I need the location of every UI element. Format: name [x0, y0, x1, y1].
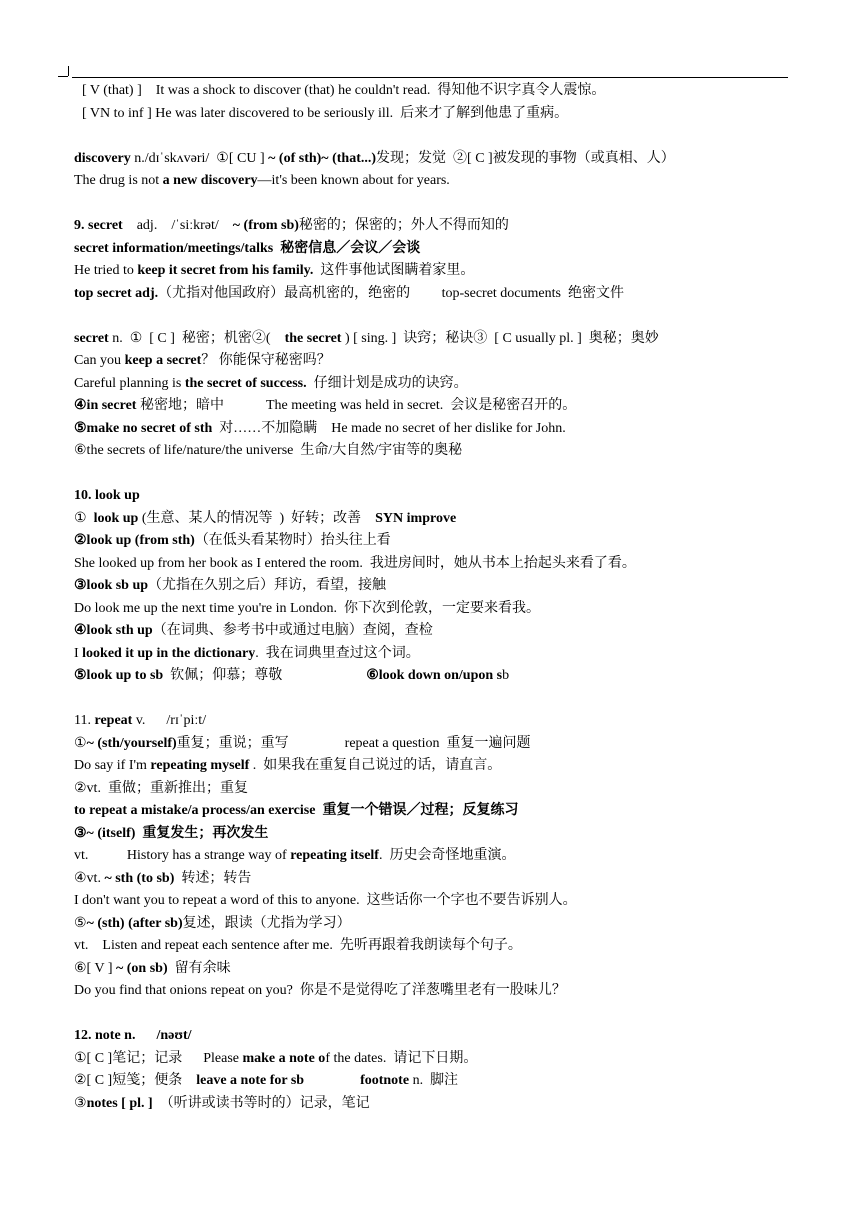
text-run: 这件事他试图瞒着家里。 — [313, 263, 475, 278]
bold-text: ~ (sth/yourself) — [86, 735, 177, 751]
bold-text: repeating myself — [150, 758, 250, 773]
text-run: 对……不加隐瞒 He made no secret of her dislike for John. — [212, 420, 566, 436]
bold-text: ②look up (from sth) — [74, 533, 195, 548]
bold-text: 10. look up — [74, 488, 140, 503]
line-look-up-improve — [74, 508, 794, 531]
line-repeat-word — [74, 890, 794, 913]
text-run: ① — [74, 510, 94, 526]
bold-text: ⑤look up to sb — [74, 668, 164, 683]
line-repeat-title — [74, 710, 794, 733]
line-discovery-def — [74, 148, 794, 171]
line-look-sth-up — [74, 620, 794, 643]
text-run: I — [74, 645, 83, 661]
bold-text: the secret — [284, 330, 342, 346]
line-look-up-example — [74, 553, 794, 576]
line-repeat-myself — [74, 755, 794, 778]
text-run: （尤指对他国政府）最高机密的，绝密的 top-secret documents 绝密文件 — [158, 285, 624, 301]
text-run: vt. Listen and repeat each sentence after me. 先听再跟着我朗读每个句子。 — [74, 938, 522, 953]
line-history-repeat — [74, 845, 794, 868]
bold-text: ~ (sth) (after sb) — [86, 915, 183, 931]
text-run: 仔细计划是成功的诀窍。 — [306, 375, 468, 391]
line-notes-pl — [74, 1093, 794, 1116]
text-run: [ V (that) ] It was a shock to discover (that) he couldn't read. 得知他不识字真令人震惊。 — [82, 83, 606, 98]
text-run: ②[ C ]短笺；便条 — [74, 1073, 197, 1088]
bold-text: secret — [74, 330, 109, 346]
text-run: 发现；发觉 ②[ C ]被发现的事物（或真相、人） — [376, 150, 675, 166]
text-run: Do you find that onions repeat on you? 你是不是觉得吃了洋葱嘴里老有一股味儿？ — [74, 983, 566, 998]
text-run: ⑤ — [74, 915, 87, 931]
bold-text: ⑤make no secret of sth — [74, 420, 213, 436]
line-repeat-vt — [74, 778, 794, 801]
text-run: —it's been known about for years. — [257, 173, 450, 188]
line-look-up-to — [74, 665, 794, 688]
bold-text: notes [ pl. ] — [86, 1095, 153, 1111]
text-run — [304, 1073, 360, 1088]
document-body — [74, 80, 794, 1115]
text-run: (生意、某人的情况等 ) 好转；改善 — [138, 510, 376, 526]
line-vn-to-inf — [74, 103, 794, 126]
bold-text: footnote — [360, 1073, 410, 1088]
text-run: 钦佩；仰慕；尊敬 — [163, 668, 367, 683]
line-secret-success — [74, 373, 794, 396]
bold-text: repeating itself — [290, 848, 379, 863]
text-run: v. /rɪˈpiːt/ — [132, 713, 207, 728]
line-repeat-on — [74, 958, 794, 981]
line-repeat-mistake — [74, 800, 794, 823]
bold-text: look up — [93, 510, 139, 526]
line-secret-noun — [74, 328, 794, 351]
line-note-title — [74, 1025, 794, 1048]
line-repeat-yourself — [74, 733, 794, 756]
bold-text: looked it up in the dictionary — [82, 645, 256, 661]
text-run: Do say if I'm — [74, 758, 151, 773]
text-run: The drug is not — [74, 173, 163, 188]
blank-line — [74, 463, 794, 486]
text-run: 留有余味 — [167, 960, 231, 976]
text-run: ⑥[ V ] — [74, 960, 116, 976]
text-run: ① — [74, 735, 87, 751]
text-run: （在词典、参考书中或通过电脑）查阅，查检 — [152, 623, 433, 638]
line-repeat-to-sb — [74, 868, 794, 891]
bold-text: SYN improve — [375, 510, 457, 526]
line-keep-secret — [74, 350, 794, 373]
bold-text: a new discovery — [162, 173, 258, 188]
bold-text: top secret adj. — [74, 285, 159, 301]
text-run: 复述，跟读（尤指为学习） — [182, 915, 351, 931]
text-run: （听讲或读书等时的）记录，笔记 — [152, 1095, 370, 1111]
header-rule — [72, 77, 788, 78]
text-run: 转述；转告 — [174, 870, 252, 886]
text-run: ⑥the secrets of life/nature/the universe 生命/大自然/宇宙等的奥秘 — [74, 443, 463, 458]
text-run: vt. History has a strange way of — [74, 848, 291, 863]
bold-text: ⑥look down on/upon s — [366, 668, 503, 683]
blank-line — [74, 125, 794, 148]
crop-mark — [58, 76, 68, 77]
bold-text: 12. note n. /nəʊt/ — [74, 1028, 192, 1043]
bold-text: secret information/meetings/talks 秘密信息／会议／会谈 — [74, 240, 421, 256]
text-run: （尤指在久别之后）拜访，看望，接触 — [148, 578, 387, 593]
line-listen-repeat — [74, 935, 794, 958]
text-run: Careful planning is — [74, 375, 185, 391]
text-run: ？ 你能保守秘密吗？ — [201, 353, 331, 368]
text-run: Can you — [74, 353, 125, 368]
line-note-c1 — [74, 1048, 794, 1071]
bold-text: ~ (on sb) — [115, 960, 168, 976]
text-run: [ VN to inf ] He was later discovered to be seriously ill. 后来才了解到他患了重病。 — [82, 105, 569, 121]
text-run: She looked up from her book as I entered the room. 我进房间时，她从书本上抬起头来看了看。 — [74, 555, 636, 571]
bold-text: discovery — [74, 150, 131, 166]
line-repeat-after — [74, 913, 794, 936]
text-run: ) [ sing. ] 诀窍；秘诀③ [ C usually pl. ] 奥秘；奥妙 — [341, 330, 659, 346]
bold-text: to repeat a mistake/a process/an exercise 重复一个错误／过程；反复练习 — [74, 803, 519, 818]
text-run: （在低头看某物时）抬头往上看 — [194, 533, 391, 548]
line-onions — [74, 980, 794, 1003]
text-run: He tried to — [74, 263, 138, 278]
bold-text: ④in secret — [74, 398, 137, 413]
line-repeat-itself — [74, 823, 794, 846]
blank-line — [74, 688, 794, 711]
line-discovery-example — [74, 170, 794, 193]
line-look-me-up — [74, 598, 794, 621]
bold-text: 9. secret — [74, 218, 123, 233]
text-run: adj. /ˈsiːkrət/ — [122, 218, 233, 233]
bold-text: the secret of success. — [184, 375, 307, 391]
bold-text: leave a note for sb — [196, 1073, 305, 1088]
text-run: 重复；重说；重写 repeat a question 重复一遍问题 — [176, 735, 531, 751]
line-looked-it-up — [74, 643, 794, 666]
line-secret-info — [74, 238, 794, 261]
line-look-up-from — [74, 530, 794, 553]
line-secrets-of-life — [74, 440, 794, 463]
text-run: 11. — [74, 713, 95, 728]
bold-text: ~ sth (to sb) — [104, 870, 175, 886]
line-top-secret — [74, 283, 794, 306]
line-make-no-secret — [74, 418, 794, 441]
text-run: . 历史会奇怪地重演。 — [378, 848, 516, 863]
bold-text: make a note o — [242, 1050, 326, 1066]
blank-line — [74, 193, 794, 216]
text-run: Do look me up the next time you're in London. 你下次到伦敦，一定要来看我。 — [74, 600, 541, 616]
blank-line — [74, 1003, 794, 1026]
text-run: ④vt. — [74, 870, 105, 886]
bold-text: ~ (of sth)~ (that...) — [268, 150, 377, 166]
text-run: n. 脚注 — [409, 1073, 459, 1088]
text-run: 秘密的；保密的；外人不得而知的 — [298, 218, 509, 233]
text-run: n. ① [ C ] 秘密；机密②( — [108, 330, 285, 346]
line-look-up-title — [74, 485, 794, 508]
line-look-sb-up — [74, 575, 794, 598]
bold-text: ④look sth up — [74, 623, 153, 638]
text-run: 秘密地；暗中 The meeting was held in secret. 会议是秘密召开的。 — [136, 398, 577, 413]
line-in-secret — [74, 395, 794, 418]
blank-line — [74, 305, 794, 328]
line-v-that — [74, 80, 794, 103]
bold-text: ③~ (itself) 重复发生；再次发生 — [74, 825, 269, 841]
text-run: . 如果我在重复自己说过的话，请直言。 — [249, 758, 502, 773]
line-secret-family — [74, 260, 794, 283]
bold-text: ~ (from sb) — [232, 218, 299, 233]
text-run: ②vt. 重做；重新推出；重复 — [74, 780, 248, 796]
bold-text: ③look sb up — [74, 578, 149, 593]
bold-text: keep a secret — [124, 353, 202, 368]
text-run: ①[ C ]笔记；记录 Please — [74, 1050, 243, 1066]
text-run: . 我在词典里查过这个词。 — [255, 645, 420, 661]
text-run: f the dates. 请记下日期。 — [325, 1050, 478, 1066]
text-run: I don't want you to repeat a word of this to anyone. 这些话你一个字也不要告诉别人。 — [74, 893, 577, 908]
text-run: b — [502, 668, 510, 683]
text-run: n./dɪˈskʌvəri/ ①[ CU ] — [130, 150, 269, 166]
text-run: ③ — [74, 1095, 87, 1111]
crop-mark — [68, 66, 69, 76]
line-secret-adj — [74, 215, 794, 238]
bold-text: repeat — [94, 713, 133, 728]
bold-text: keep it secret from his family. — [137, 263, 314, 278]
line-note-c2 — [74, 1070, 794, 1093]
